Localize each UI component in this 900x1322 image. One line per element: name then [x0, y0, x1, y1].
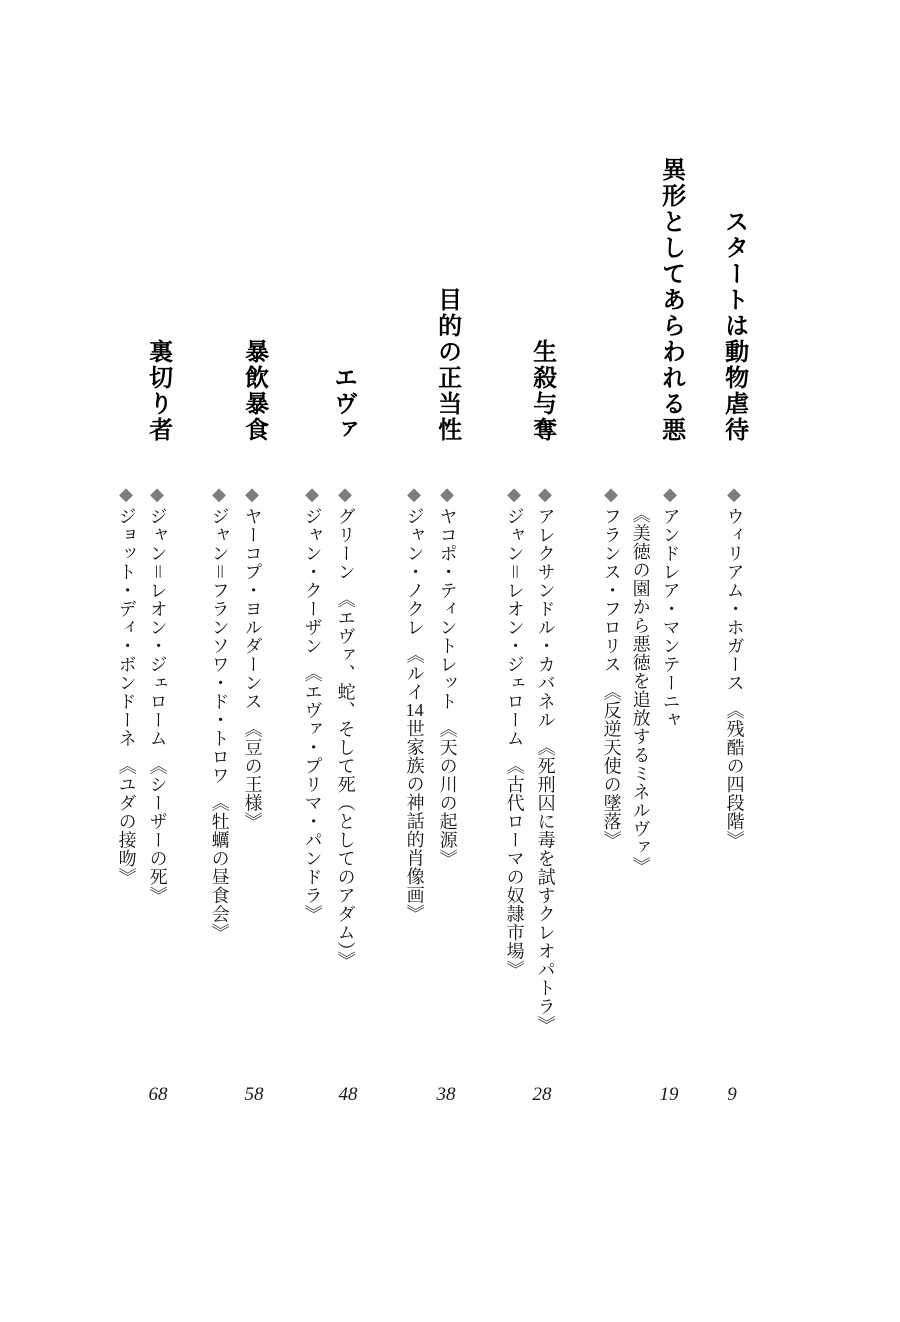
spacer — [514, 748, 515, 757]
artist-name: グリーン — [335, 507, 356, 581]
toc-entry — [659, 484, 681, 729]
diamond-bullet-icon: ◆ — [504, 484, 525, 507]
work-title: 《牡蠣の昼食会》 — [209, 793, 230, 942]
artist-name: ジャン＝レオン・ジェローム — [504, 507, 525, 748]
toc-entry — [241, 484, 263, 831]
toc-entry-title-wrap — [629, 505, 651, 875]
work-title: 《エヴァ、蛇、そして死（としてのアダム）》 — [335, 590, 356, 970]
work-title: 《天の川の起源》 — [437, 719, 458, 868]
diamond-bullet-icon: ◆ — [601, 484, 622, 507]
toc-entry — [334, 484, 356, 970]
spacer — [611, 674, 612, 683]
toc-entry — [436, 484, 458, 868]
spacer — [345, 581, 346, 590]
diamond-bullet-icon: ◆ — [437, 484, 458, 507]
toc-entry — [208, 484, 230, 942]
toc-entry — [503, 484, 525, 979]
section-heading-5: エヴァ — [329, 365, 356, 443]
diamond-bullet-icon: ◆ — [302, 484, 323, 507]
section-heading-4: 目的の正当性 — [433, 287, 460, 443]
page-number: 9 — [727, 1084, 737, 1105]
page-number: 19 — [659, 1084, 679, 1105]
spacer — [157, 748, 158, 757]
artist-name: ジャン＝レオン・ジェローム — [147, 507, 168, 748]
tatechuyoko-number: 14 — [405, 701, 424, 719]
spacer — [447, 711, 448, 720]
work-title: 《ユダの接吻》 — [116, 756, 137, 886]
diamond-bullet-icon: ◆ — [335, 484, 356, 507]
work-title: 《豆の王様》 — [242, 719, 263, 831]
diamond-bullet-icon: ◆ — [724, 484, 745, 507]
work-title: 《ルイ — [404, 645, 425, 701]
spacer — [219, 785, 220, 794]
artist-name: ウィリアム・ホガース — [724, 507, 745, 692]
work-title: 《反逆天使の墜落》 — [601, 682, 622, 849]
page-number: 68 — [148, 1084, 168, 1105]
artist-name: ジャン・クーザン — [302, 507, 323, 655]
artist-name: ジャン・ノクレ — [404, 507, 425, 637]
work-title: 《美徳の園から悪徳を追放するミネルヴァ》 — [630, 505, 651, 875]
toc-entry — [301, 484, 323, 923]
work-title: 《古代ローマの奴隷市場》 — [504, 756, 525, 979]
diamond-bullet-icon: ◆ — [535, 484, 556, 507]
work-title: 《残酷の四段階》 — [724, 701, 745, 849]
diamond-bullet-icon: ◆ — [209, 484, 230, 507]
spacer — [252, 711, 253, 720]
page-number: 48 — [338, 1084, 358, 1105]
diamond-bullet-icon: ◆ — [660, 484, 681, 507]
spacer — [734, 692, 735, 701]
section-heading-3: 生殺与奪 — [528, 339, 555, 443]
diamond-bullet-icon: ◆ — [242, 484, 263, 507]
artist-name: アンドレア・マンテーニャ — [660, 507, 681, 729]
toc-entry — [723, 484, 745, 849]
section-heading-2: 異形としてあらわれる悪 — [657, 157, 684, 443]
work-title: 世家族の神話的肖像画》 — [404, 719, 425, 923]
spacer — [545, 729, 546, 738]
spacer — [126, 748, 127, 757]
toc-entry — [403, 484, 425, 923]
artist-name: ヤーコプ・ヨルダーンス — [242, 507, 263, 711]
spacer — [312, 655, 313, 664]
toc-entry — [600, 484, 622, 849]
work-title: 《死刑囚に毒を試すクレオパトラ》 — [535, 738, 556, 1034]
diamond-bullet-icon: ◆ — [404, 484, 425, 507]
section-heading-1: スタートは動物虐待 — [720, 209, 747, 443]
work-title: 《シーザーの死》 — [147, 756, 168, 905]
diamond-bullet-icon: ◆ — [116, 484, 137, 507]
artist-name: アレクサンドル・カバネル — [535, 507, 556, 729]
artist-name: ジョット・ディ・ボンドーネ — [116, 507, 137, 748]
artist-name: ジャン＝フランソワ・ド・トロワ — [209, 507, 230, 785]
toc-entry — [146, 484, 168, 905]
toc-entry — [534, 484, 556, 1034]
page-number: 28 — [532, 1084, 552, 1105]
page-number: 38 — [436, 1084, 456, 1105]
artist-name: ヤコポ・ティントレット — [437, 507, 458, 711]
work-title: 《エヴァ・プリマ・パンドラ》 — [302, 664, 323, 923]
artist-name: フランス・フロリス — [601, 507, 622, 674]
section-heading-7: 裏切り者 — [144, 339, 171, 443]
spacer — [414, 637, 415, 646]
toc-entry — [115, 484, 137, 886]
page-number: 58 — [244, 1084, 264, 1105]
section-heading-6: 暴飲暴食 — [240, 339, 267, 443]
diamond-bullet-icon: ◆ — [147, 484, 168, 507]
